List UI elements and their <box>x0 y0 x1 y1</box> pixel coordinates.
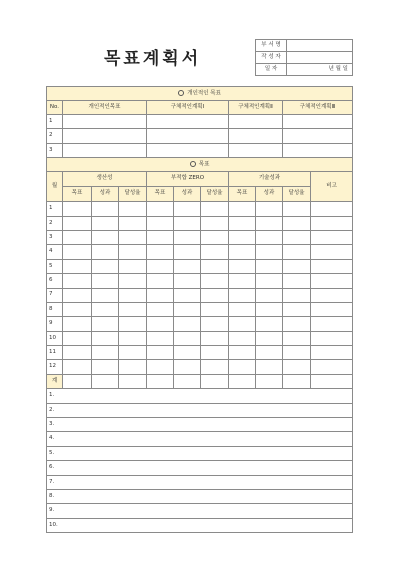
meta-row-date <box>256 64 353 76</box>
row-number: 2 <box>47 129 63 143</box>
goal-input-cell[interactable] <box>311 346 353 360</box>
goal-input-cell[interactable] <box>147 288 174 302</box>
goal-subcolumn-header: 목표 <box>147 187 174 202</box>
goal-input-cell[interactable] <box>283 302 311 316</box>
note-line[interactable]: 6. <box>47 461 353 475</box>
month-number: 5 <box>47 259 63 273</box>
personal-input-cell[interactable] <box>147 143 229 157</box>
personal-input-cell[interactable] <box>63 115 147 129</box>
goal-input-cell[interactable] <box>311 230 353 244</box>
goal-subcolumn-header: 성과 <box>256 187 283 202</box>
goal-input-cell[interactable] <box>256 360 283 374</box>
goal-input-cell[interactable] <box>256 202 283 216</box>
goal-input-cell[interactable] <box>119 216 147 230</box>
goal-subcolumn-header: 목표 <box>229 187 256 202</box>
note-row <box>47 489 353 503</box>
personal-col-header: 구체적인계획Ⅰ <box>147 101 229 115</box>
goal-plan-table <box>46 86 353 533</box>
goal-input-cell[interactable] <box>283 259 311 273</box>
month-row <box>47 317 353 331</box>
author-field[interactable] <box>287 52 353 64</box>
goal-input-cell[interactable] <box>174 245 201 259</box>
goal-subcolumn-header: 성과 <box>92 187 119 202</box>
goal-input-cell[interactable] <box>63 216 92 230</box>
goal-input-cell[interactable] <box>229 202 256 216</box>
goal-input-cell[interactable] <box>174 302 201 316</box>
goal-input-cell[interactable] <box>283 346 311 360</box>
goal-input-cell[interactable] <box>229 346 256 360</box>
goal-input-cell[interactable] <box>174 288 201 302</box>
goal-input-cell[interactable] <box>283 317 311 331</box>
goal-input-cell[interactable] <box>311 274 353 288</box>
goal-input-cell[interactable] <box>119 302 147 316</box>
total-input-cell[interactable] <box>92 374 119 388</box>
goal-input-cell[interactable] <box>147 274 174 288</box>
goal-subcolumn-header: 목표 <box>63 187 92 202</box>
goal-input-cell[interactable] <box>256 302 283 316</box>
goal-input-cell[interactable] <box>283 230 311 244</box>
goal-input-cell[interactable] <box>201 288 229 302</box>
goal-input-cell[interactable] <box>92 302 119 316</box>
date-field[interactable]: 년 월 일 <box>287 64 353 76</box>
note-line[interactable]: 4. <box>47 432 353 446</box>
note-line[interactable]: 10. <box>47 518 353 532</box>
goals-subheader-row <box>47 187 353 202</box>
goal-input-cell[interactable] <box>229 245 256 259</box>
goal-input-cell[interactable] <box>256 331 283 345</box>
goal-input-cell[interactable] <box>147 302 174 316</box>
goal-group-header: 기술성과 <box>229 172 311 187</box>
personal-col-header: 구체적인계획Ⅱ <box>229 101 283 115</box>
goal-input-cell[interactable] <box>174 230 201 244</box>
circle-icon <box>190 161 196 167</box>
month-header: 월 <box>47 172 63 202</box>
goal-input-cell[interactable] <box>174 346 201 360</box>
goal-input-cell[interactable] <box>92 317 119 331</box>
goal-input-cell[interactable] <box>311 216 353 230</box>
note-line[interactable]: 7. <box>47 475 353 489</box>
goal-input-cell[interactable] <box>256 288 283 302</box>
month-row <box>47 360 353 374</box>
goal-input-cell[interactable] <box>283 245 311 259</box>
month-row <box>47 288 353 302</box>
row-number: 3 <box>47 143 63 157</box>
goal-input-cell[interactable] <box>201 245 229 259</box>
goal-input-cell[interactable] <box>311 288 353 302</box>
note-row <box>47 446 353 460</box>
goal-input-cell[interactable] <box>311 245 353 259</box>
personal-input-cell[interactable] <box>63 129 147 143</box>
goals-group-row <box>47 172 353 187</box>
goal-input-cell[interactable] <box>174 331 201 345</box>
goal-input-cell[interactable] <box>119 360 147 374</box>
goal-input-cell[interactable] <box>229 216 256 230</box>
personal-row <box>47 129 353 143</box>
total-input-cell[interactable] <box>119 374 147 388</box>
month-row <box>47 202 353 216</box>
month-number: 12 <box>47 360 63 374</box>
goal-input-cell[interactable] <box>283 216 311 230</box>
goal-input-cell[interactable] <box>256 216 283 230</box>
circle-icon <box>178 90 184 96</box>
goal-input-cell[interactable] <box>201 202 229 216</box>
goal-input-cell[interactable] <box>283 274 311 288</box>
goal-input-cell[interactable] <box>147 245 174 259</box>
note-row <box>47 418 353 432</box>
goal-input-cell[interactable] <box>147 360 174 374</box>
goal-input-cell[interactable] <box>201 230 229 244</box>
goal-input-cell[interactable] <box>63 274 92 288</box>
goal-subcolumn-header: 달성율 <box>283 187 311 202</box>
goal-input-cell[interactable] <box>311 259 353 273</box>
total-input-cell[interactable] <box>63 374 92 388</box>
goal-input-cell[interactable] <box>201 259 229 273</box>
goal-input-cell[interactable] <box>63 288 92 302</box>
goal-input-cell[interactable] <box>256 245 283 259</box>
goal-input-cell[interactable] <box>311 302 353 316</box>
goal-subcolumn-header: 달성율 <box>201 187 229 202</box>
note-line[interactable]: 5. <box>47 446 353 460</box>
goal-input-cell[interactable] <box>174 202 201 216</box>
goals-section-header-label: 목표 <box>198 161 210 168</box>
goal-input-cell[interactable] <box>63 245 92 259</box>
month-row <box>47 346 353 360</box>
month-row <box>47 230 353 244</box>
goal-input-cell[interactable] <box>201 302 229 316</box>
personal-input-cell[interactable] <box>63 143 147 157</box>
approval-info-table <box>255 39 353 76</box>
personal-input-cell[interactable] <box>229 129 283 143</box>
total-input-cell[interactable] <box>283 374 311 388</box>
goal-input-cell[interactable] <box>256 259 283 273</box>
month-row <box>47 245 353 259</box>
month-row <box>47 302 353 316</box>
personal-input-cell[interactable] <box>147 129 229 143</box>
personal-input-cell[interactable] <box>283 115 353 129</box>
goal-input-cell[interactable] <box>256 274 283 288</box>
month-number: 3 <box>47 230 63 244</box>
note-row <box>47 475 353 489</box>
goal-input-cell[interactable] <box>119 245 147 259</box>
goal-input-cell[interactable] <box>201 274 229 288</box>
month-number: 10 <box>47 331 63 345</box>
personal-input-cell[interactable] <box>229 143 283 157</box>
goal-input-cell[interactable] <box>119 346 147 360</box>
goal-input-cell[interactable] <box>92 259 119 273</box>
date-label: 일 자 <box>256 64 287 76</box>
goals-section-row <box>47 158 353 172</box>
goals-section-header <box>47 158 353 172</box>
goal-input-cell[interactable] <box>201 346 229 360</box>
goal-input-cell[interactable] <box>229 230 256 244</box>
goal-input-cell[interactable] <box>229 259 256 273</box>
personal-section-row <box>47 87 353 101</box>
note-row <box>47 432 353 446</box>
personal-input-cell[interactable] <box>147 115 229 129</box>
goal-input-cell[interactable] <box>63 331 92 345</box>
goal-input-cell[interactable] <box>311 360 353 374</box>
goal-input-cell[interactable] <box>283 360 311 374</box>
goal-input-cell[interactable] <box>63 202 92 216</box>
goal-input-cell[interactable] <box>147 230 174 244</box>
goal-input-cell[interactable] <box>92 230 119 244</box>
goal-input-cell[interactable] <box>174 317 201 331</box>
row-number: 1 <box>47 115 63 129</box>
goal-input-cell[interactable] <box>119 259 147 273</box>
goal-input-cell[interactable] <box>201 360 229 374</box>
goal-input-cell[interactable] <box>92 331 119 345</box>
goal-input-cell[interactable] <box>174 259 201 273</box>
goal-input-cell[interactable] <box>119 331 147 345</box>
goal-input-cell[interactable] <box>229 331 256 345</box>
month-row <box>47 216 353 230</box>
month-number: 1 <box>47 202 63 216</box>
goal-input-cell[interactable] <box>147 317 174 331</box>
personal-col-header: No. <box>47 101 63 115</box>
month-number: 7 <box>47 288 63 302</box>
note-line[interactable]: 2. <box>47 403 353 417</box>
goal-input-cell[interactable] <box>63 259 92 273</box>
goal-input-cell[interactable] <box>174 216 201 230</box>
meta-row-department <box>256 40 353 52</box>
goal-subcolumn-header: 달성율 <box>119 187 147 202</box>
goal-input-cell[interactable] <box>147 331 174 345</box>
goal-input-cell[interactable] <box>92 288 119 302</box>
goal-input-cell[interactable] <box>63 317 92 331</box>
remark-header: 비고 <box>311 172 353 202</box>
goal-input-cell[interactable] <box>201 331 229 345</box>
month-number: 9 <box>47 317 63 331</box>
goal-input-cell[interactable] <box>311 202 353 216</box>
goal-group-header: 부적합 ZERO <box>147 172 229 187</box>
goal-input-cell[interactable] <box>63 346 92 360</box>
goal-input-cell[interactable] <box>92 216 119 230</box>
note-line[interactable]: 9. <box>47 504 353 518</box>
goal-input-cell[interactable] <box>147 216 174 230</box>
goal-input-cell[interactable] <box>283 288 311 302</box>
goal-input-cell[interactable] <box>256 230 283 244</box>
goal-input-cell[interactable] <box>119 288 147 302</box>
goal-input-cell[interactable] <box>201 216 229 230</box>
goal-input-cell[interactable] <box>311 317 353 331</box>
note-row <box>47 403 353 417</box>
personal-col-header: 개인적인목표 <box>63 101 147 115</box>
goal-input-cell[interactable] <box>92 245 119 259</box>
goal-input-cell[interactable] <box>283 331 311 345</box>
goal-input-cell[interactable] <box>119 202 147 216</box>
personal-row <box>47 143 353 157</box>
goal-input-cell[interactable] <box>63 302 92 316</box>
goal-input-cell[interactable] <box>92 274 119 288</box>
month-number: 2 <box>47 216 63 230</box>
month-number: 11 <box>47 346 63 360</box>
goal-group-header: 생산성 <box>63 172 147 187</box>
total-input-cell[interactable] <box>147 374 174 388</box>
department-label: 부 서 명 <box>256 40 287 52</box>
goal-input-cell[interactable] <box>283 202 311 216</box>
author-label: 작 성 자 <box>256 52 287 64</box>
goal-input-cell[interactable] <box>92 346 119 360</box>
goal-input-cell[interactable] <box>63 230 92 244</box>
goal-input-cell[interactable] <box>174 360 201 374</box>
month-row <box>47 259 353 273</box>
personal-row <box>47 115 353 129</box>
meta-row-author <box>256 52 353 64</box>
goal-input-cell[interactable] <box>229 302 256 316</box>
month-number: 8 <box>47 302 63 316</box>
note-line[interactable]: 3. <box>47 418 353 432</box>
note-row <box>47 504 353 518</box>
total-label: 계 <box>47 374 63 388</box>
goal-input-cell[interactable] <box>63 360 92 374</box>
total-input-cell[interactable] <box>256 374 283 388</box>
goal-input-cell[interactable] <box>119 317 147 331</box>
goal-input-cell[interactable] <box>119 230 147 244</box>
personal-columns-row <box>47 101 353 115</box>
goal-input-cell[interactable] <box>147 346 174 360</box>
total-input-cell[interactable] <box>311 374 353 388</box>
total-input-cell[interactable] <box>174 374 201 388</box>
goal-input-cell[interactable] <box>174 274 201 288</box>
personal-input-cell[interactable] <box>283 143 353 157</box>
goal-input-cell[interactable] <box>229 274 256 288</box>
month-row <box>47 274 353 288</box>
total-input-cell[interactable] <box>201 374 229 388</box>
goal-input-cell[interactable] <box>201 317 229 331</box>
goal-input-cell[interactable] <box>92 202 119 216</box>
department-field[interactable] <box>287 40 353 52</box>
total-row <box>47 374 353 388</box>
note-row <box>47 389 353 403</box>
month-row <box>47 331 353 345</box>
note-row <box>47 518 353 532</box>
goal-input-cell[interactable] <box>147 202 174 216</box>
goal-input-cell[interactable] <box>256 317 283 331</box>
note-row <box>47 461 353 475</box>
month-number: 4 <box>47 245 63 259</box>
goal-input-cell[interactable] <box>311 331 353 345</box>
personal-input-cell[interactable] <box>283 129 353 143</box>
personal-section-header <box>47 87 353 101</box>
goal-subcolumn-header: 성과 <box>174 187 201 202</box>
note-line[interactable]: 1. <box>47 389 353 403</box>
personal-input-cell[interactable] <box>229 115 283 129</box>
goal-input-cell[interactable] <box>256 346 283 360</box>
goal-input-cell[interactable] <box>229 317 256 331</box>
total-input-cell[interactable] <box>229 374 256 388</box>
month-number: 6 <box>47 274 63 288</box>
goal-input-cell[interactable] <box>229 288 256 302</box>
goal-input-cell[interactable] <box>229 360 256 374</box>
personal-section-header-label: 개인적인 목표 <box>187 90 221 97</box>
goal-input-cell[interactable] <box>147 259 174 273</box>
note-line[interactable]: 8. <box>47 489 353 503</box>
goal-input-cell[interactable] <box>92 360 119 374</box>
goal-input-cell[interactable] <box>119 274 147 288</box>
document-title: 목표계획서 <box>104 49 202 69</box>
personal-col-header: 구체적인계획Ⅲ <box>283 101 353 115</box>
